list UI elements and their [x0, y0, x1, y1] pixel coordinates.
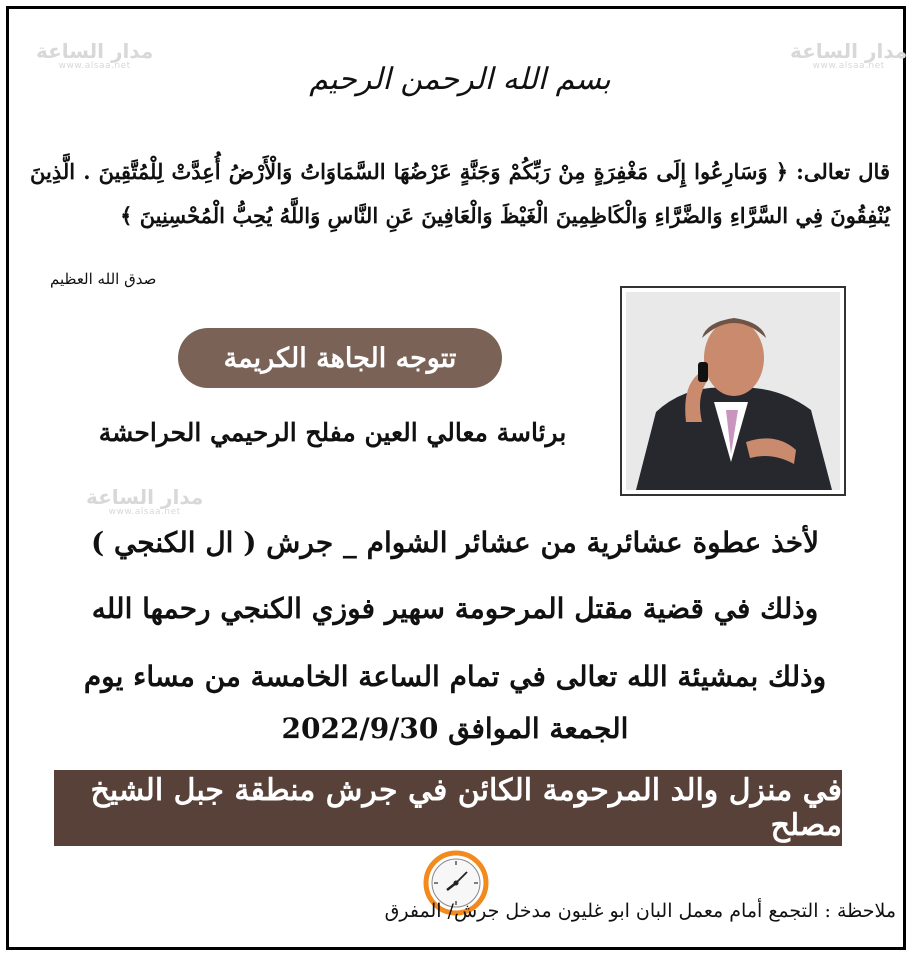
person-portrait-icon — [626, 292, 840, 490]
time-line: وذلك بمشيئة الله تعالى في تمام الساعة الخامسة من مساء يوم — [83, 660, 827, 693]
case-line: وذلك في قضية مقتل المرحومة سهير فوزي الكنجي رحمها الله — [91, 592, 819, 625]
basmala: بسم الله الرحمن الرحيم — [309, 62, 611, 97]
watermark-top-left: مدار الساعة www.alsaa.net — [36, 39, 154, 71]
purpose-line: لأخذ عطوة عشائرية من عشائر الشوام _ جرش ( ال الكنجي ) — [90, 526, 820, 559]
quran-verse: قال تعالى: ﴿ وَسَارِعُوا إِلَى مَغْفِرَةٍ مِنْ رَبِّكُمْ وَجَنَّةٍ عَرْضُهَا السَّمَاوَاتُ وَالْأَرْضُ أُعِدَّتْ لِلْمُتَّقِينَ . الَّذِينَ يُنْفِقُونَ فِي السَّرَّاءِ وَالضَّرَّاءِ وَالْكَاظِمِينَ الْغَيْظَ وَالْعَافِينَ عَنِ النَّاسِ وَاللَّهُ يُحِبُّ الْمُحْسِنِينَ ﴾ — [30, 159, 890, 228]
delegation-heading-text: تتوجه الجاهة الكريمة — [223, 342, 457, 374]
date-line: الجمعة الموافق 2022/9/30 — [281, 712, 629, 745]
location-text: في منزل والد المرحومة الكائن في جرش منطقة جبل الشيخ مصلح — [90, 773, 842, 843]
gathering-note: ملاحظة : التجمع أمام معمل البان ابو غليون مدخل جرش/ المفرق — [384, 900, 896, 922]
verse-closing: صدق الله العظيم — [50, 270, 157, 288]
delegation-heading — [178, 328, 502, 388]
watermark-top-right: مدار الساعة www.alsaa.net — [790, 39, 908, 71]
watermark-middle: مدار الساعة www.alsaa.net — [86, 485, 204, 517]
location-banner — [54, 770, 842, 846]
presidency-line: برئاسة معالي العين مفلح الرحيمي الحراحشة — [98, 418, 567, 447]
dignitary-photo — [622, 288, 844, 494]
